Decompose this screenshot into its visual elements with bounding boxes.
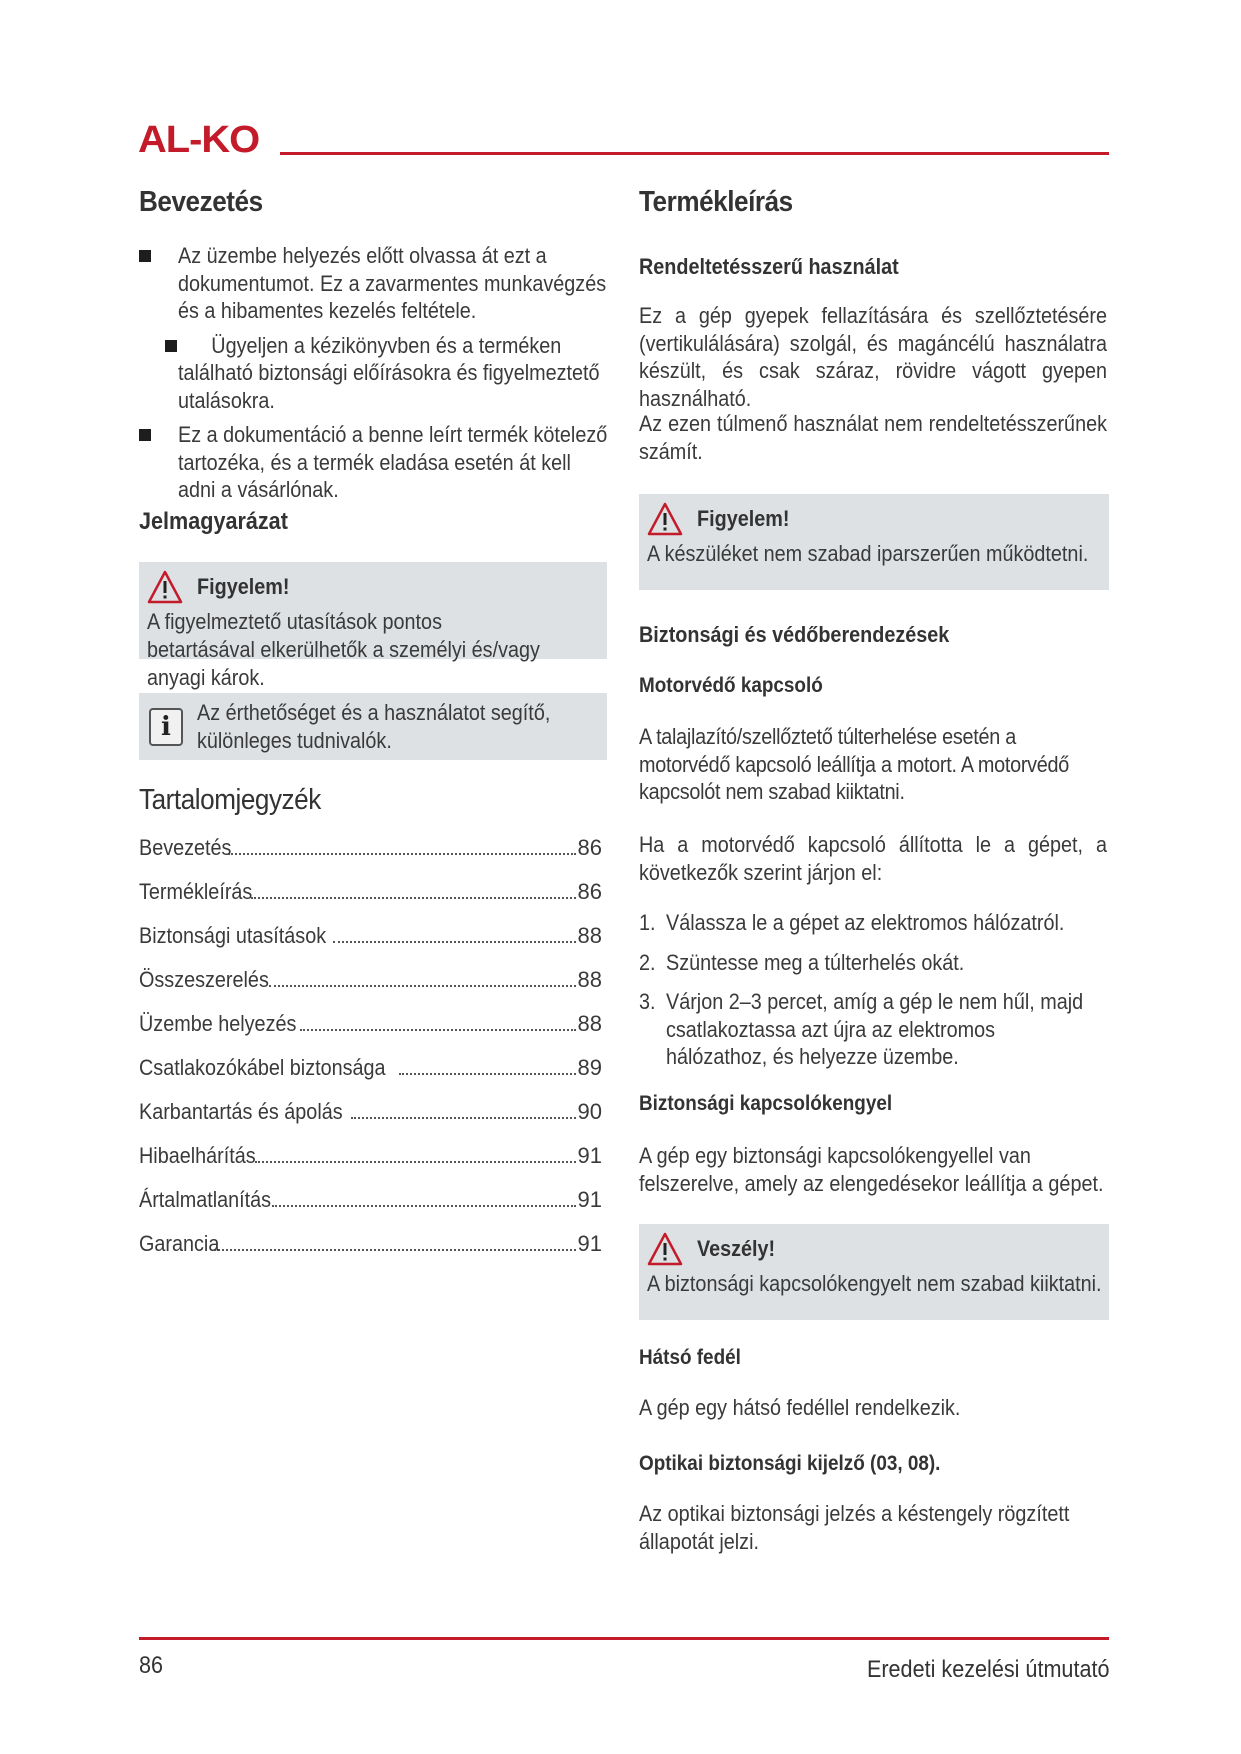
- warning-text: A figyelmeztető utasítások pontos betartásával elkerülhetők a személyi és/vagy anyagi károk.: [147, 609, 540, 690]
- legend-title: Jelmagyarázat: [139, 508, 288, 535]
- intro-bullet-list: [139, 242, 619, 504]
- intro-bullet: Ez a dokumentáció a benne leírt termék kötelező tartozéka, és a termék eladása esetén át kell adni a vásárlónak.: [139, 421, 619, 504]
- toc-entry[interactable]: Csatlakozókábel biztonsága 89: [139, 1055, 602, 1080]
- optical-indicator-title: Optikai biztonsági kijelző (03, 08).: [639, 1452, 941, 1475]
- motor-protection-steps: [639, 909, 1119, 1083]
- warning-title: Figyelem!: [697, 506, 790, 531]
- intro-title: Bevezetés: [139, 186, 263, 218]
- table-of-contents: [139, 835, 602, 1275]
- toc-title: Tartalomjegyzék: [139, 784, 321, 816]
- intended-use-note: Az ezen túlmenő használat nem rendeltetésszerűnek számít.: [639, 411, 1107, 464]
- toc-entry[interactable]: Üzembe helyezés 88: [139, 1011, 602, 1036]
- safety-handle-title: Biztonsági kapcsolókengyel: [639, 1092, 893, 1115]
- step-item: 2. Szüntesse meg a túlterhelés okát.: [639, 949, 965, 975]
- danger-title: Veszély!: [697, 1236, 776, 1261]
- bullet-square-icon: [139, 429, 151, 441]
- toc-entry[interactable]: Karbantartás és ápolás 90: [139, 1099, 602, 1124]
- product-description-title: Termékleírás: [639, 186, 793, 218]
- brand-name: AL-KO: [138, 119, 260, 161]
- intro-bullet: Ügyeljen a kézikönyvben és a terméken található biztonsági előírásokra és figyelmeztető utalásokra.: [139, 332, 619, 415]
- danger-box: [639, 1224, 1109, 1320]
- toc-entry[interactable]: Ártalmatlanítás 91: [139, 1187, 602, 1212]
- info-text: Az érthetőséget és a használatot segítő, különleges tudnivalók.: [197, 699, 551, 753]
- legend-info-box: [139, 693, 607, 760]
- info-icon: i: [149, 708, 183, 746]
- warning-triangle-icon: [147, 570, 183, 604]
- toc-entry[interactable]: Hibaelhárítás 91: [139, 1143, 602, 1168]
- danger-text: A biztonsági kapcsolókengyelt nem szabad kiiktatni.: [647, 1271, 1102, 1296]
- step-item: 1. Válassza le a gépet az elektromos hálózatról.: [639, 910, 1065, 935]
- toc-entry[interactable]: Garancia 91: [139, 1231, 602, 1256]
- rear-cover-title: Hátsó fedél: [639, 1346, 741, 1369]
- intended-use-title: Rendeltetésszerű használat: [639, 254, 899, 279]
- safety-handle-paragraph: A gép egy biztonsági kapcsolókengyellel van felszerelve, amely az elengedésekor leállítja a gépet.: [639, 1143, 1104, 1196]
- toc-entry[interactable]: Termékleírás 86: [139, 879, 602, 904]
- header-rule: [280, 152, 1109, 155]
- toc-entry[interactable]: Biztonsági utasítások 88: [139, 923, 602, 948]
- optical-indicator-paragraph: Az optikai biztonsági jelzés a késtengely rögzített állapotát jelzi.: [639, 1501, 1070, 1554]
- intro-bullet: Az üzembe helyezés előtt olvassa át ezt a dokumentumot. Ez a zavarmentes munkavégzés és a hibamentes kezelés feltétele.: [139, 242, 619, 325]
- bullet-square-icon: [165, 340, 177, 352]
- toc-entry[interactable]: Összeszerelés 88: [139, 967, 602, 992]
- motor-protection-instructions: Ha a motorvédő kapcsoló állította le a gépet, a következők szerint járjon el:: [639, 832, 1107, 885]
- document-title: Eredeti kezelési útmutató: [866, 1656, 1109, 1683]
- step-item: 3. Várjon 2–3 percet, amíg a gép le nem hűl, majd csatlakoztassa azt újra az elektromos hálózathoz, és helyezze üzembe.: [639, 989, 1084, 1069]
- legend-warning-box: [139, 562, 607, 690]
- rear-cover-paragraph: A gép egy hátsó fedéllel rendelkezik.: [639, 1395, 961, 1420]
- toc-entry[interactable]: Bevezetés 86: [139, 835, 602, 860]
- bullet-square-icon: [139, 250, 151, 262]
- intended-use-warning-box: [639, 494, 1109, 590]
- safety-devices-title: Biztonsági és védőberendezések: [639, 622, 950, 647]
- warning-text: A készüléket nem szabad iparszerűen működtetni.: [647, 541, 1089, 566]
- alko-logo: [138, 119, 260, 161]
- motor-protection-paragraph: A talajlazító/szellőztető túlterhelése esetén a motorvédő kapcsoló leállítja a motort. A motorvédő kapcsolót nem szabad kiiktatni.: [639, 724, 1070, 804]
- warning-triangle-icon: [647, 1232, 683, 1266]
- page-number: 86: [139, 1652, 164, 1679]
- footer-rule: [139, 1637, 1109, 1640]
- intended-use-paragraph: Ez a gép gyepek fellazítására és szellőztetésére (vertikulálására) szolgál, és magáncélú használatra készült, és csak száraz, rövidre vágott gyepen használható.: [639, 303, 1107, 411]
- warning-triangle-icon: [647, 502, 683, 536]
- warning-title: Figyelem!: [197, 574, 290, 599]
- motor-protection-title: Motorvédő kapcsoló: [639, 674, 823, 697]
